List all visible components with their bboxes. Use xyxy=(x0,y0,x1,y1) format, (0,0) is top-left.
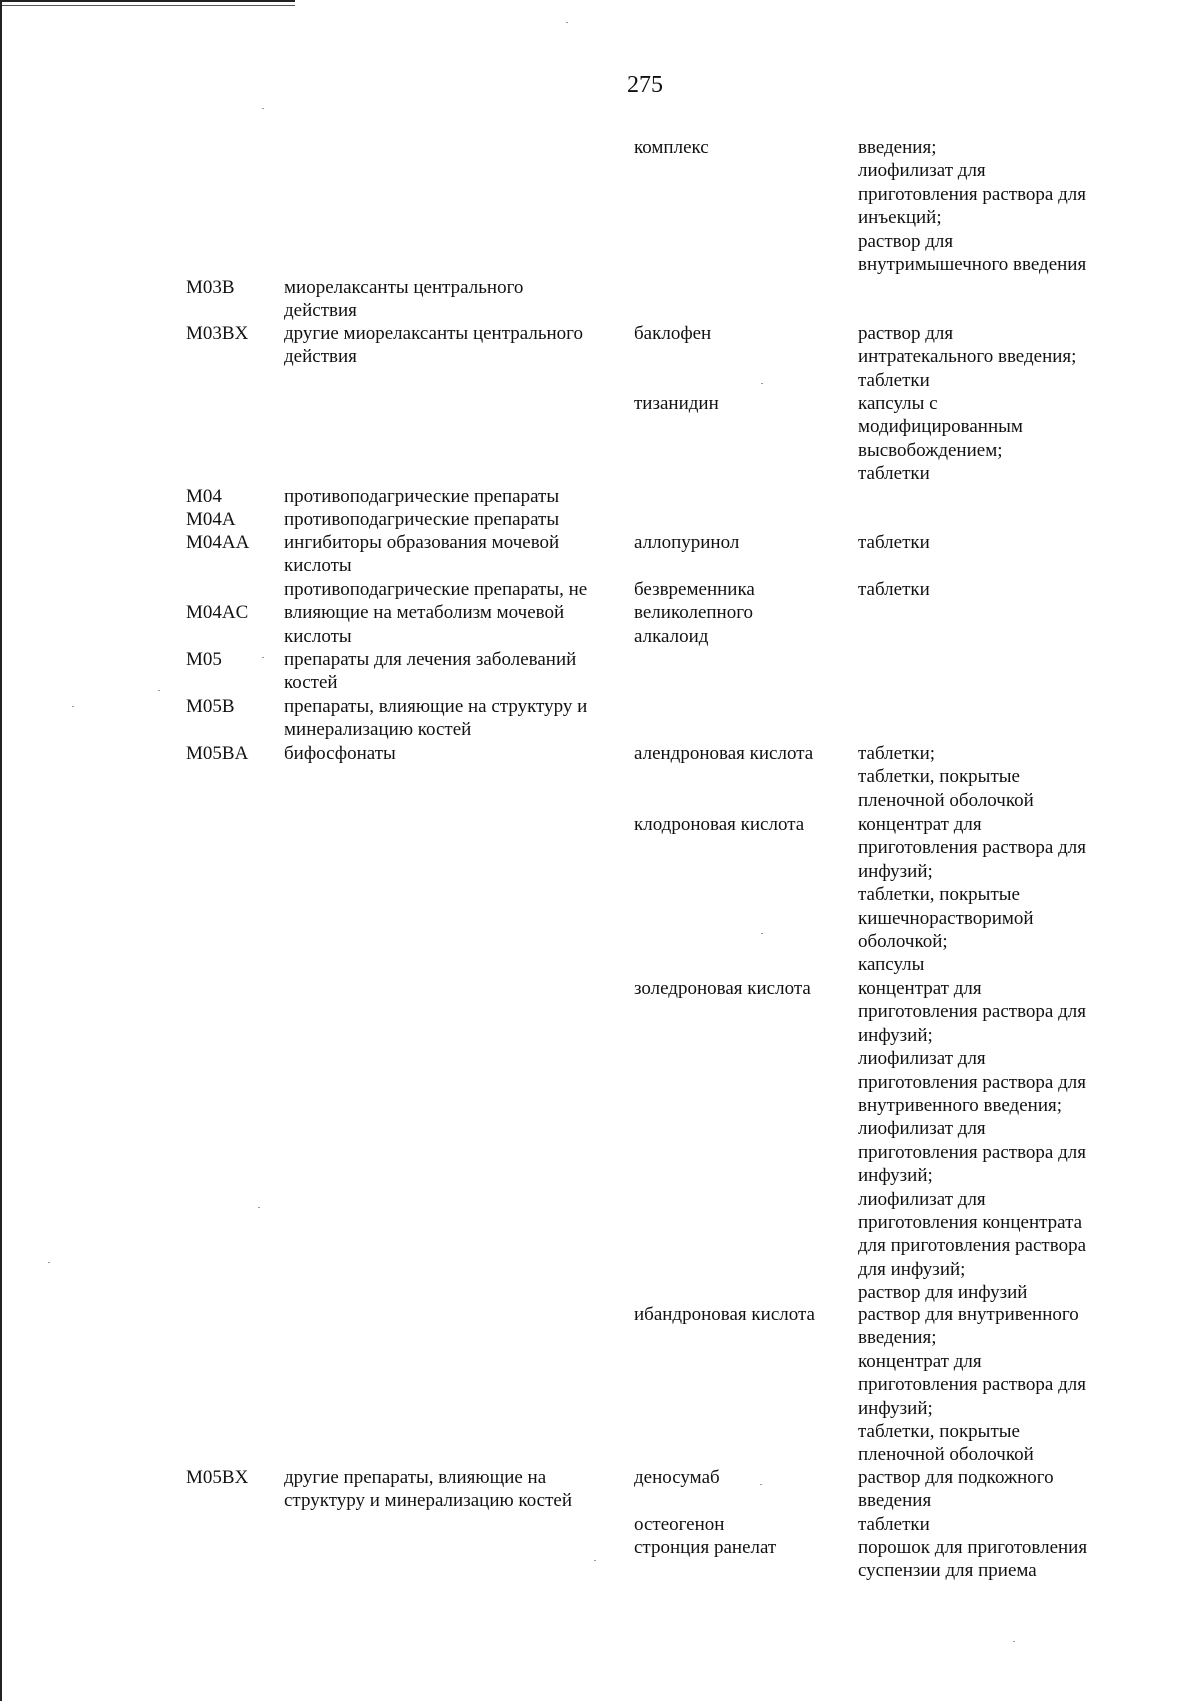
drug-name: ибандроновая кислота xyxy=(634,1304,815,1325)
atc-code: M04 xyxy=(186,486,222,507)
dosage-form: порошок для приготовления суспензии для приема xyxy=(858,1537,1088,1582)
atc-code: M05BX xyxy=(186,1467,249,1488)
dosage-form: введения; лиофилизат для приготовления раствора для инъекций; раствор для внутримышечного введения xyxy=(858,137,1087,276)
dosage-form: концентрат для приготовления раствора для инфузий; лиофилизат для приготовления раствора для внутривенного введения; лиофилизат для приготовления раствора для инфузий; лиофилизат для приготовления концентрата для приготовления раствора для инфузий; раствор для инфузий xyxy=(858,978,1086,1304)
atc-code: M03BX xyxy=(186,323,249,344)
scan-border-left xyxy=(0,0,2,1701)
atc-code: M04A xyxy=(186,509,236,530)
scan-speck xyxy=(761,383,763,384)
atc-group-name: другие препараты, влияющие на структуру и минерализацию костей xyxy=(284,1467,573,1512)
atc-group-name: противоподагрические препараты, не влияющие на метаболизм мочевой кислоты xyxy=(284,579,588,647)
drug-name: клодроновая кислота xyxy=(634,814,805,835)
atc-code: M05 xyxy=(186,649,222,670)
atc-group-name: другие миорелаксанты центрального действия xyxy=(284,323,583,368)
atc-code: M05BA xyxy=(186,743,249,764)
drug-name: баклофен xyxy=(634,323,712,344)
scan-speck xyxy=(566,22,568,23)
dosage-form: таблетки xyxy=(858,1514,930,1535)
scan-border-top-inner xyxy=(0,5,295,6)
atc-group-name: противоподагрические препараты xyxy=(284,509,560,530)
atc-code: M05B xyxy=(186,696,235,717)
atc-group-name: бифосфонаты xyxy=(284,743,396,764)
drug-name: стронция ранелат xyxy=(634,1537,777,1558)
scan-speck xyxy=(760,1484,762,1485)
drug-name: аллопуринол xyxy=(634,532,740,553)
dosage-form: таблетки xyxy=(858,532,930,553)
atc-code: M04AC xyxy=(186,602,249,624)
page-number: 275 xyxy=(627,72,663,98)
dosage-form: раствор для подкожного введения xyxy=(858,1467,1054,1512)
scan-speck xyxy=(258,1207,260,1208)
dosage-form: концентрат для приготовления раствора для инфузий; таблетки, покрытые кишечнорастворимой оболочкой; капсулы xyxy=(858,814,1086,976)
drug-name: алендроновая кислота xyxy=(634,743,814,764)
atc-code: M04AA xyxy=(186,532,250,553)
atc-code: M03B xyxy=(186,277,235,298)
drug-name: безвременника великолепного алкалоид xyxy=(634,579,755,647)
atc-group-name: препараты, влияющие на структуру и минерализацию костей xyxy=(284,696,588,741)
dosage-form: таблетки; таблетки, покрытые пленочной оболочкой xyxy=(858,743,1034,811)
scan-speck xyxy=(158,690,160,691)
atc-group-name: ингибиторы образования мочевой кислоты xyxy=(284,532,560,577)
atc-group-name: препараты для лечения заболеваний костей xyxy=(284,649,577,694)
scan-speck xyxy=(761,933,763,934)
dosage-form: таблетки xyxy=(858,579,930,600)
drug-name: тизанидин xyxy=(634,393,719,414)
atc-group-name: противоподагрические препараты xyxy=(284,486,560,507)
dosage-form: раствор для интратекального введения; таблетки xyxy=(858,323,1077,391)
dosage-form: раствор для внутривенного введения; концентрат для приготовления раствора для инфузий; таблетки, покрытые пленочной оболочкой xyxy=(858,1304,1086,1466)
scan-border-top xyxy=(0,0,295,2)
drug-name: остеогенон xyxy=(634,1514,725,1535)
drug-name: деносумаб xyxy=(634,1467,720,1488)
atc-group-name: миорелаксанты центрального действия xyxy=(284,277,524,322)
scan-speck xyxy=(48,1262,50,1263)
scan-speck xyxy=(1013,1641,1015,1642)
drug-name: комплекс xyxy=(634,137,709,158)
drug-name: золедроновая кислота xyxy=(634,978,811,999)
scan-speck xyxy=(262,108,264,109)
dosage-form: капсулы с модифицированным высвобождением; таблетки xyxy=(858,393,1023,485)
scan-speck xyxy=(262,657,264,658)
scan-speck xyxy=(72,706,74,707)
scan-speck xyxy=(594,1560,596,1561)
